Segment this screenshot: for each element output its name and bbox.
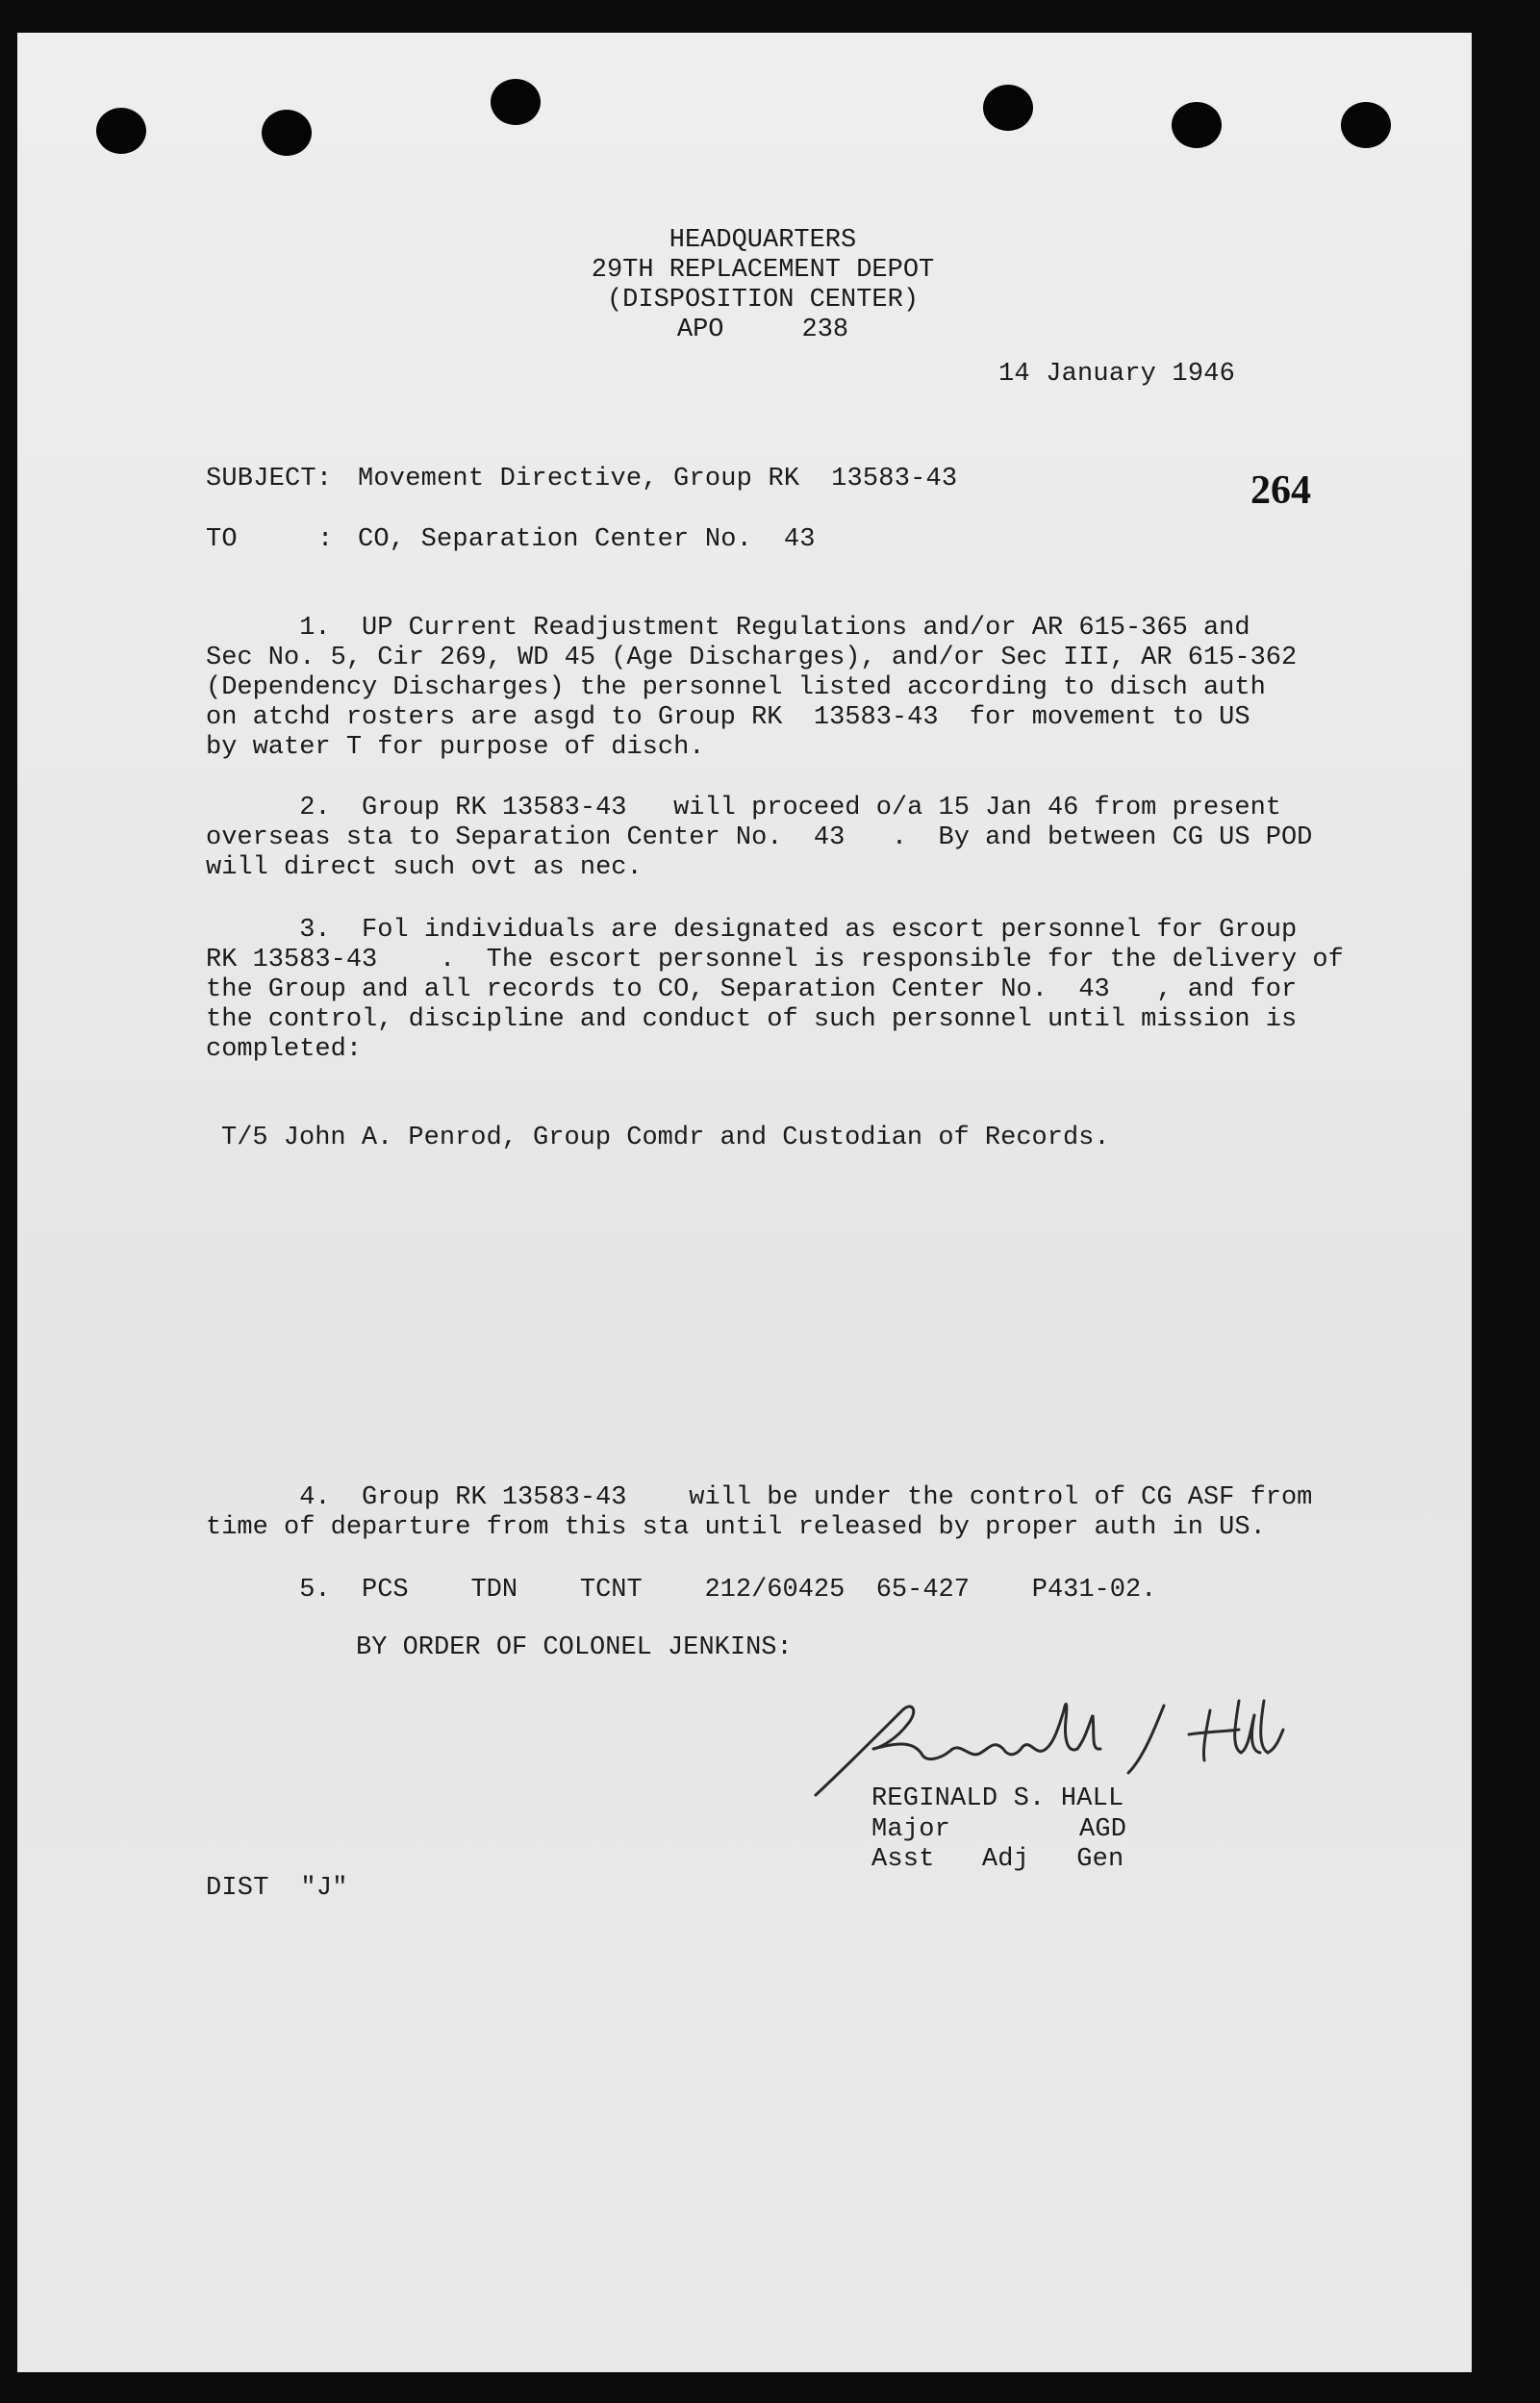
- paragraph-line: completed:: [206, 1035, 363, 1064]
- punch-hole: [96, 108, 146, 154]
- letterhead-line-1: HEADQUARTERS: [669, 226, 857, 255]
- paragraph-line: Sec No. 5, Cir 269, WD 45 (Age Discharges), and/or Sec III, AR 615-362: [206, 644, 1298, 672]
- paragraph-line: 3. Fol individuals are designated as escort personnel for Group: [206, 916, 1298, 945]
- letterhead-line-4: APO 238: [676, 316, 849, 344]
- punch-hole: [983, 85, 1033, 131]
- document-page: [17, 33, 1472, 2372]
- paragraph-line: the Group and all records to CO, Separation Center No. 43 , and for: [206, 975, 1298, 1004]
- document-date: 14 January 1946: [998, 360, 1236, 389]
- subject-text: Movement Directive, Group RK 13583-43: [358, 465, 958, 493]
- paragraph-line: RK 13583-43 . The escort personnel is responsible for the delivery of: [206, 946, 1344, 974]
- paragraph-line: will direct such ovt as nec.: [206, 853, 643, 882]
- punch-hole: [1341, 102, 1391, 148]
- letterhead-line-2: 29TH REPLACEMENT DEPOT: [591, 256, 935, 285]
- paragraph-line: 1. UP Current Readjustment Regulations and/or AR 615-365 and: [206, 614, 1250, 643]
- document-number: 264: [1250, 468, 1311, 513]
- signer-name: REGINALD S. HALL: [871, 1784, 1124, 1813]
- punch-hole: [1172, 102, 1222, 148]
- paragraph-line: by water T for purpose of disch.: [206, 733, 705, 762]
- subject-label: SUBJECT:: [206, 465, 333, 493]
- paragraph-line: (Dependency Discharges) the personnel listed according to disch auth: [206, 673, 1266, 702]
- to-text: CO, Separation Center No. 43: [358, 525, 816, 554]
- signer-title: Asst Adj Gen: [871, 1845, 1124, 1874]
- distribution: DIST "J": [206, 1874, 348, 1903]
- paragraph-line: 4. Group RK 13583-43 will be under the control of CG ASF from: [206, 1483, 1313, 1512]
- punch-hole: [262, 110, 312, 156]
- paragraph-line: 2. Group RK 13583-43 will proceed o/a 15 Jan 46 from present: [206, 794, 1281, 822]
- signer-rank: Major: [871, 1815, 951, 1844]
- paragraph-line: overseas sta to Separation Center No. 43 . By and between CG US POD: [206, 823, 1313, 852]
- punch-hole: [491, 79, 541, 125]
- letterhead-line-3: (DISPOSITION CENTER): [606, 286, 920, 315]
- paragraph-line: time of departure from this sta until released by proper auth in US.: [206, 1513, 1266, 1542]
- paragraph-line: on atchd rosters are asgd to Group RK 13583-43 for movement to US: [206, 703, 1250, 732]
- escort-line: T/5 John A. Penrod, Group Comdr and Custodian of Records.: [221, 1124, 1110, 1152]
- signer-branch: AGD: [1079, 1815, 1127, 1844]
- paragraph-line: the control, discipline and conduct of such personnel until mission is: [206, 1005, 1298, 1034]
- to-label: TO: [206, 525, 238, 554]
- order-line: BY ORDER OF COLONEL JENKINS:: [356, 1633, 793, 1662]
- to-colon: :: [317, 525, 334, 554]
- paragraph-5: 5. PCS TDN TCNT 212/60425 65-427 P431-02.: [206, 1576, 1157, 1605]
